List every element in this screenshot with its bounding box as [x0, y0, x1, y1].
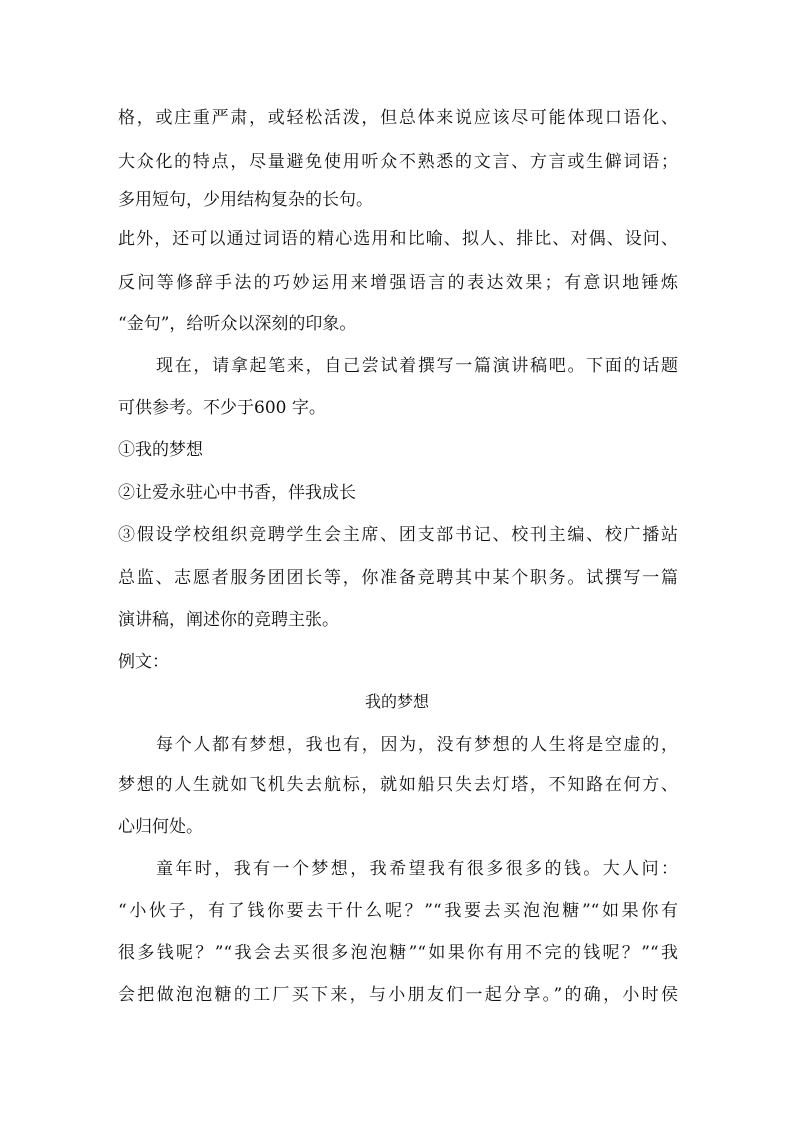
body-line: 多用短句，少用结构复杂的长句。 [118, 190, 373, 210]
topic-item-1: ①我的梦想 [118, 440, 203, 460]
topic-item-2: ②让爱永驻心中书香，伴我成长 [118, 483, 356, 503]
essay-title: 我的梦想 [364, 692, 429, 711]
body-line: “金句”，给听众以深刻的印象。 [118, 314, 357, 334]
body-line: 此外，还可以通过词语的精心选用和比喻、拟人、排比、对偶、设问、 [118, 229, 678, 249]
body-line: 反问等修辞手法的巧妙运用来增强语言的表达效果；有意识地锤炼 [118, 273, 678, 293]
body-line: 格，或庄重严肃，或轻松活泼，但总体来说应该尽可能体现口语化、 [118, 108, 678, 128]
topic-item-3-line: 演讲稿，阐述你的竞聘主张。 [118, 610, 339, 630]
task-line: 现在，请拿起笔来，自己尝试着撰写一篇演讲稿吧。下面的话题 [156, 356, 678, 376]
body-line: 大众化的特点，尽量避免使用听众不熟悉的文言、方言或生僻词语； [118, 152, 678, 172]
example-label: 例文： [118, 652, 169, 672]
essay-line: “小伙子，有了钱你要去干什么呢？”“我要去买泡泡糖”“如果你有 [118, 901, 678, 921]
essay-line: 童年时，我有一个梦想，我希望我有很多很多的钱。大人问： [156, 859, 678, 879]
topic-item-3-line: ③假设学校组织竞聘学生会主席、团支部书记、校刊主编、校广播站 [118, 525, 678, 545]
essay-line: 梦想的人生就如飞机失去航标，就如船只失去灯塔，不知路在何方、 [118, 775, 678, 795]
essay-line: 会把做泡泡糖的工厂买下来，与小朋友们一起分享。”的确，小时侯 [118, 985, 678, 1005]
task-line: 可供参考。不少于600 字。 [118, 398, 326, 418]
essay-line: 心归何处。 [118, 817, 203, 837]
essay-line: 每个人都有梦想，我也有，因为，没有梦想的人生将是空虚的， [156, 735, 678, 755]
topic-item-3-line: 总监、志愿者服务团团长等，你准备竞聘其中某个职务。试撰写一篇 [118, 568, 678, 588]
essay-line: 很多钱呢？”“我会去买很多泡泡糖”“如果你有用不完的钱呢？”“我 [118, 943, 678, 963]
